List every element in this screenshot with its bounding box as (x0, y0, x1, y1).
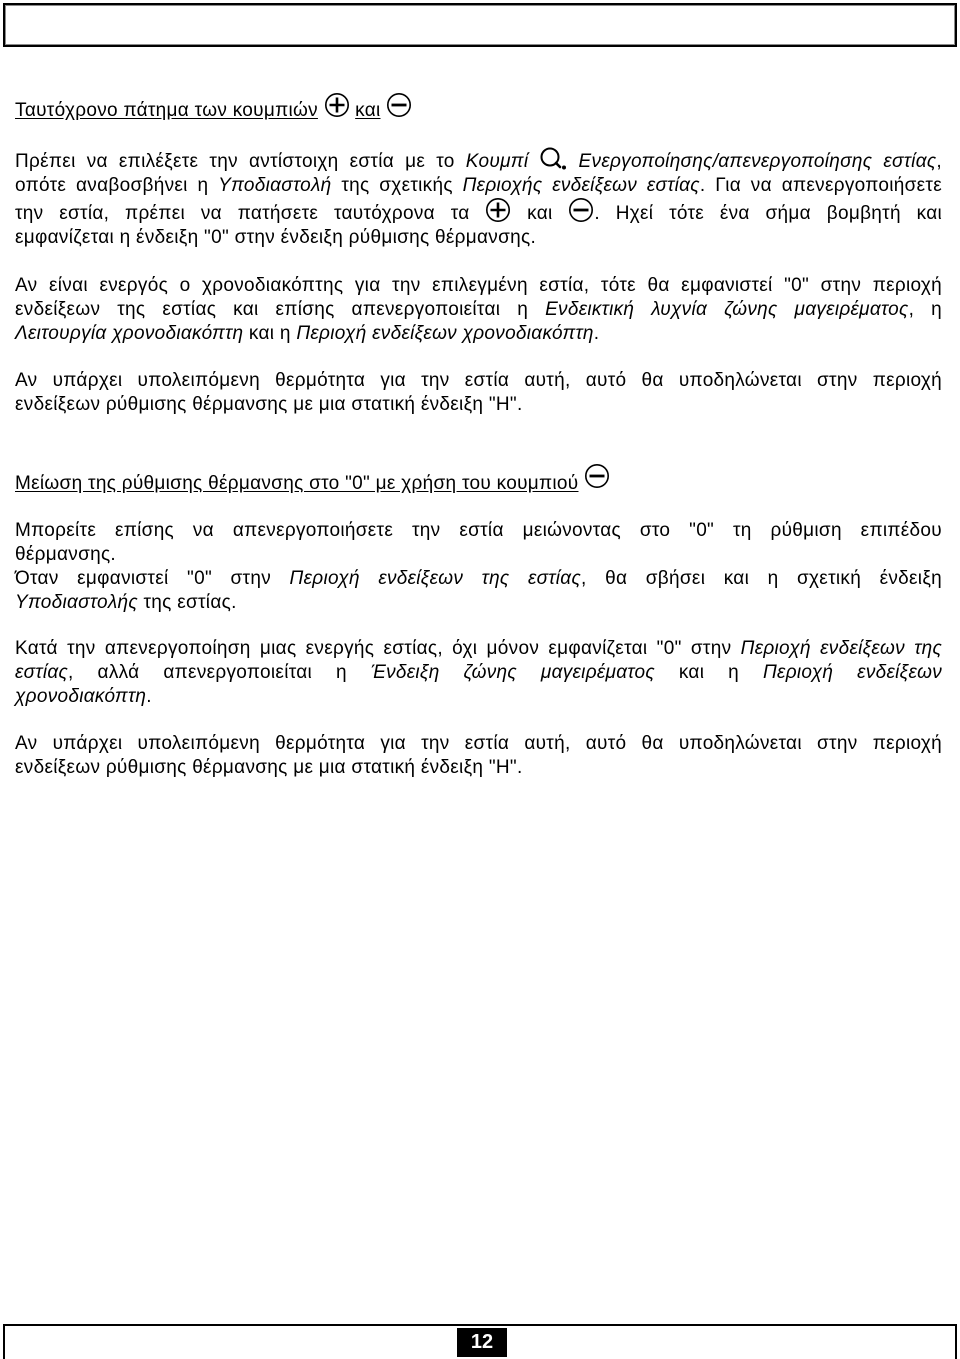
text-line (15, 732, 942, 756)
plus-icon-slot (324, 115, 350, 116)
text-run: και η (654, 662, 763, 683)
text-run: Πρέπει να επιλέξετε την αντίστοιχη εστία με το (15, 151, 466, 172)
text-line (15, 661, 942, 685)
text-run: . Για να απενεργοποιήσετε (699, 175, 942, 196)
text-run: , (936, 151, 942, 172)
plus-button-icon (324, 92, 350, 118)
minus-icon-slot (584, 488, 610, 489)
text-run-italic: Περιοχή ενδείξεων της (740, 638, 942, 659)
text-run-italic: Ενδεικτική λυχνία ζώνης μαγειρέματος (545, 299, 909, 320)
text-line (15, 543, 942, 567)
text-run-italic: Ενεργοποίησης/απενεργοποίησης εστίας (567, 151, 937, 172)
text-run: ενδείξεων της εστίας και επίσης απενεργοποιείται η (15, 299, 546, 320)
text-run-italic: Λειτουργία χρονοδιακόπτη (15, 323, 244, 344)
heading-text: Ταυτόχρονο πάτημα των κουμπιών (15, 100, 318, 121)
text-line (15, 274, 942, 298)
text-run: , αλλά απενεργοποιείται η (68, 662, 371, 683)
text-run: Αν υπάρχει υπολειπόμενη θερμότητα για την εστία αυτή, αυτό θα υποδηλώνεται στην περιοχή (15, 733, 942, 754)
text-line (15, 393, 942, 417)
text-run-italic: Περιοχή ενδείξεων χρονοδιακόπτη (296, 323, 594, 344)
text-run: Μπορείτε επίσης να απενεργοποιήσετε την εστία μειώνοντας στο "0" τη ρύθμιση επιπέδου (15, 520, 942, 541)
text-line (15, 591, 942, 615)
minus-icon-slot (568, 218, 594, 219)
text-run: . (146, 686, 152, 707)
text-line (15, 685, 942, 709)
footer-frame (3, 1324, 957, 1359)
text-line (15, 637, 942, 661)
text-line (15, 369, 942, 393)
text-line (15, 298, 942, 322)
text-run: ενδείξεων ρύθμισης θέρμανσης με μια στατική ένδειξη "H". (15, 394, 523, 415)
header-frame (3, 3, 957, 47)
text-run: Κατά την απενεργοποίηση μιας ενεργής εστίας, όχι μόνον εμφανίζεται "0" στην (15, 638, 741, 659)
text-run-italic: χρονοδιακόπτη (15, 686, 147, 707)
minus-button-icon (568, 197, 594, 223)
text-run: , θα σβήσει και η σχετική ένδειξη (581, 568, 943, 589)
section-heading (15, 472, 942, 496)
text-line (15, 322, 942, 346)
text-line (15, 150, 942, 174)
text-line (15, 174, 942, 198)
select-icon-slot (539, 166, 567, 167)
text-run-italic: Περιοχής ενδείξεων εστίας (462, 175, 700, 196)
text-run: την εστία, πρέπει να πατήσετε ταυτόχρονα τα (15, 203, 486, 224)
text-run: Όταν εμφανιστεί "0" στην (15, 568, 290, 589)
text-run: της σχετικής (331, 175, 463, 196)
text-run: Αν υπάρχει υπολειπόμενη θερμότητα για την εστία αυτή, αυτό θα υποδηλώνεται στην περιοχή (15, 370, 942, 391)
text-run-italic: Περιοχή ενδείξεων της εστίας (289, 568, 581, 589)
text-run-italic: Υποδιαστολής (15, 592, 138, 613)
text-run: και η (243, 323, 297, 344)
text-run: της εστίας. (137, 592, 237, 613)
text-run: οπότε αναβοσβήνει η (15, 175, 219, 196)
zone-select-button-icon (539, 146, 567, 170)
plus-button-icon (485, 197, 511, 223)
minus-icon-slot (386, 115, 412, 116)
text-run: Αν είναι ενεργός ο χρονοδιακόπτης για την επιλεγμένη εστία, τότε θα εμφανιστεί "0" στην περιοχή (15, 275, 942, 296)
plus-icon-slot (485, 218, 511, 219)
text-run: εμφανίζεται η ένδειξη "0" στην ένδειξη ρύθμισης θέρμανσης. (15, 227, 537, 248)
text-line (15, 202, 942, 226)
minus-button-icon (386, 92, 412, 118)
minus-button-icon (584, 463, 610, 489)
text-run-italic: Υποδιαστολή (218, 175, 332, 196)
text-run: , η (908, 299, 942, 320)
text-run: θέρμανσης. (15, 544, 117, 565)
section-heading (15, 99, 942, 123)
text-line (15, 519, 942, 543)
heading-and-text: και (355, 100, 381, 121)
text-run-italic: Ένδειξη ζώνης μαγειρέματος (370, 662, 655, 683)
text-run: ενδείξεων ρύθμισης θέρμανσης με μια στατική ένδειξη "H". (15, 757, 523, 778)
text-line (15, 226, 942, 250)
text-run: . Ηχεί τότε ένα σήμα βομβητή και (594, 203, 942, 224)
text-run-italic: Κουμπί (465, 151, 540, 172)
text-run: . (593, 323, 600, 344)
text-run: και (511, 203, 569, 224)
text-line (15, 756, 942, 780)
page-number: 12 (457, 1328, 507, 1357)
text-run-italic: εστίας (15, 662, 69, 683)
text-line (15, 567, 942, 591)
text-run-italic: Περιοχή ενδείξεων (762, 662, 942, 683)
heading-text: Μείωση της ρύθμισης θέρμανσης στο "0" με χρήση του κουμπιού (15, 473, 579, 494)
